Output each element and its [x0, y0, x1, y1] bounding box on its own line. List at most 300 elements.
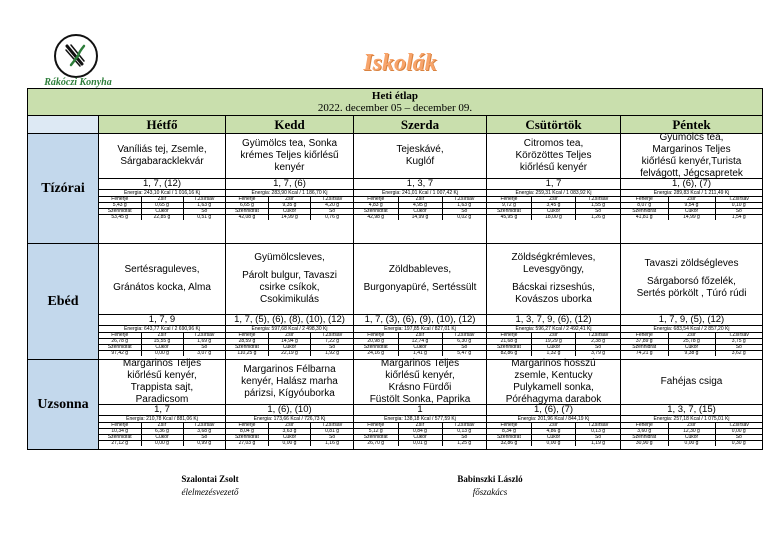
allergens: 1, 7: [99, 404, 225, 415]
signature-right: [420, 474, 560, 497]
food-line: Kuglóf: [405, 156, 435, 167]
menu-cell: [487, 134, 621, 244]
food-line: Körözöttes Teljes: [515, 150, 592, 161]
protein-label: Fehérje: [354, 197, 398, 203]
protein-label: Fehérje: [226, 333, 268, 339]
food-line: zsemle, Kentucky: [514, 370, 593, 381]
sugar-label: Cukor: [668, 345, 715, 351]
day-header: Kedd: [226, 116, 354, 134]
energy: Energia: 283,90 Kcal / 1 186,70 Kj: [226, 189, 353, 196]
allergens: 1, 3, 7, 9, (6), (12): [487, 314, 620, 325]
signature-name: Szalontai Zsolt: [181, 474, 239, 484]
food-line: Párolt bulgur, Tavaszi: [242, 270, 337, 281]
protein-label: Fehérje: [354, 333, 398, 339]
satfat-label: T.Zsírsav: [576, 197, 620, 203]
energy: Energia: 596,27 Kcal / 2 492,41 Kj: [487, 325, 620, 332]
allergens: 1, 7, (12): [99, 178, 225, 189]
food-line: Levesgyöngy,: [523, 264, 584, 275]
satfat-label: T.Zsírsav: [311, 197, 353, 203]
salt-value: 0,76 g: [311, 215, 353, 221]
satfat-value: 0,13 g: [576, 429, 620, 435]
sugar-value: 22,85 g: [141, 215, 183, 221]
sugar-value: 1,41 g: [398, 351, 442, 357]
satfat-label: T.Zsírsav: [442, 333, 486, 339]
fat-value: 12,74 g: [398, 339, 442, 345]
carb-label: Szénhidrát: [99, 209, 141, 215]
food-items: [354, 134, 486, 178]
food-line: Gyümölcsleves,: [254, 252, 325, 263]
sugar-label: Cukor: [531, 435, 575, 441]
carb-label: Szénhidrát: [621, 209, 668, 215]
salt-label: Só: [183, 209, 225, 215]
signature-left: [150, 474, 270, 497]
fat-value: 9,54 g: [668, 203, 715, 209]
salt-label: Só: [576, 345, 620, 351]
protein-value: 20,98 g: [354, 339, 398, 345]
protein-value: 5,43 g: [99, 203, 141, 209]
nutrition-table: [99, 332, 225, 356]
sugar-label: Cukor: [531, 209, 575, 215]
fat-label: Zsír: [668, 333, 715, 339]
salt-label: Só: [715, 209, 762, 215]
salt-label: Só: [311, 209, 353, 215]
fat-label: Zsír: [268, 333, 310, 339]
food-items: [226, 244, 353, 314]
salt-value: 0,02 g: [442, 215, 486, 221]
allergens: 1, (6), (7): [487, 404, 620, 415]
sugar-value: 14,99 g: [268, 215, 310, 221]
food-items: [99, 244, 225, 314]
carb-value: 53,45 g: [99, 215, 141, 221]
salt-label: Só: [311, 435, 353, 441]
protein-value: 6,65 g: [226, 203, 268, 209]
food-line: Tavaszi zöldségleves: [644, 258, 739, 269]
food-items: [487, 360, 620, 404]
fat-value: 0,84 g: [398, 429, 442, 435]
food-line: Margarinos hosszú: [511, 358, 596, 369]
sugar-label: Cukor: [531, 345, 575, 351]
signature-role: élelmezésvezető: [181, 487, 239, 497]
satfat-value: 1,63 g: [183, 203, 225, 209]
food-line: kenyér: [274, 162, 305, 173]
carb-label: Szénhidrát: [226, 345, 268, 351]
food-line: Paradicsom: [135, 394, 189, 405]
salt-label: Só: [183, 345, 225, 351]
energy: Energia: 197,85 Kcal / 827,01 Kj: [354, 325, 486, 332]
salt-label: Só: [576, 435, 620, 441]
food-line: Sertés pörkölt , Túró rúdi: [636, 288, 747, 299]
food-line: Füstölt Sonka, Paprika: [369, 394, 471, 405]
menu-cell: [99, 360, 226, 450]
fat-label: Zsír: [531, 197, 575, 203]
fat-label: Zsír: [668, 197, 715, 203]
food-items: [621, 360, 762, 404]
carb-label: Szénhidrát: [99, 345, 141, 351]
allergens: 1, 3, 7, (15): [621, 404, 762, 415]
sugar-label: Cukor: [398, 209, 442, 215]
nutrition-table: [354, 196, 486, 220]
sugar-value: 9,38 g: [668, 351, 715, 357]
protein-label: Fehérje: [621, 197, 668, 203]
food-line: Margarinos Teljes: [652, 144, 731, 155]
carb-label: Szénhidrát: [354, 209, 398, 215]
carb-value: 42,08 g: [226, 215, 268, 221]
fat-value: 14,94 g: [268, 339, 310, 345]
salt-value: 0,99 g: [183, 441, 225, 447]
nutrition-table: [226, 196, 353, 220]
carb-label: Szénhidrát: [487, 435, 531, 441]
food-line: kiőrlésű kenyér,: [127, 370, 197, 381]
protein-value: 4,83 g: [354, 203, 398, 209]
protein-value: 37,89 g: [621, 339, 668, 345]
food-line: Krásno Fürdői: [388, 382, 452, 393]
food-line: Margarinos Teljes: [122, 358, 202, 369]
fat-label: Zsír: [668, 423, 715, 429]
sugar-label: Cukor: [141, 209, 183, 215]
carb-label: Szénhidrát: [226, 435, 268, 441]
carb-value: 27,12 g: [99, 441, 141, 447]
fat-label: Zsír: [398, 423, 442, 429]
brand-logo: [30, 34, 126, 86]
carb-value: 110,25 g: [226, 351, 268, 357]
energy: Energia: 241,01 Kcal / 1 007,42 Kj: [354, 189, 486, 196]
food-items: [621, 244, 762, 314]
food-line: felvágott, Jégcsapretek: [640, 168, 743, 179]
menu-cell: [226, 360, 354, 450]
nutrition-table: [99, 196, 225, 220]
page-title: Iskolák: [363, 50, 437, 76]
energy: Energia: 597,68 Kcal / 2 498,30 Kj: [226, 325, 353, 332]
sugar-label: Cukor: [141, 435, 183, 441]
utensils-icon: [54, 34, 98, 78]
sugar-value: 0,01 g: [398, 441, 442, 447]
meal-label: Tízórai: [28, 134, 99, 244]
carb-value: 26,70 g: [354, 441, 398, 447]
food-line: Póréhagyma darabok: [505, 394, 602, 405]
energy: Energia: 173,66 Kcal / 726,73 Kj: [226, 415, 353, 422]
fat-label: Zsír: [398, 333, 442, 339]
nutrition-table: [621, 422, 762, 446]
protein-label: Fehérje: [621, 423, 668, 429]
fat-value: 4,95 g: [398, 203, 442, 209]
nutrition-table: [226, 332, 353, 356]
fat-label: Zsír: [141, 197, 183, 203]
menu-cell: [621, 244, 763, 360]
sugar-label: Cukor: [268, 345, 310, 351]
day-header: Péntek: [621, 116, 763, 134]
salt-label: Só: [442, 345, 486, 351]
protein-label: Fehérje: [487, 423, 531, 429]
fat-value: 12,30 g: [668, 429, 715, 435]
protein-label: Fehérje: [99, 197, 141, 203]
menu-cell: [99, 134, 226, 244]
salt-value: 3,07 g: [183, 351, 225, 357]
protein-label: Fehérje: [226, 197, 268, 203]
fat-value: 9,35 g: [268, 203, 310, 209]
food-line: Pulykamell sonka,: [513, 382, 594, 393]
menu-cell: [621, 134, 763, 244]
allergens: 1, 7: [487, 178, 620, 189]
salt-label: Só: [715, 345, 762, 351]
protein-value: 8,04 g: [226, 429, 268, 435]
satfat-label: T.Zsírsav: [442, 423, 486, 429]
food-items: [621, 134, 762, 178]
satfat-value: 7,22 g: [311, 339, 353, 345]
menu-cell: [226, 244, 354, 360]
food-items: [99, 360, 225, 404]
menu-cell: [621, 360, 763, 450]
nutrition-table: [99, 422, 225, 446]
food-line: csirke csíkok,: [259, 282, 320, 293]
fat-label: Zsír: [141, 423, 183, 429]
sugar-label: Cukor: [141, 345, 183, 351]
satfat-value: 0,81 g: [311, 429, 353, 435]
protein-value: 26,78 g: [99, 339, 141, 345]
meal-label: Uzsonna: [28, 360, 99, 450]
protein-label: Fehérje: [487, 333, 531, 339]
salt-value: 0,30 g: [715, 441, 762, 447]
carb-value: 74,21 g: [621, 351, 668, 357]
food-line: Csokimikulás: [260, 294, 319, 305]
salt-label: Só: [715, 435, 762, 441]
salt-value: 5,47 g: [442, 351, 486, 357]
food-line: Sárgabaracklekvár: [120, 156, 204, 167]
satfat-label: T.Zsírsav: [715, 197, 762, 203]
carb-value: 30,90 g: [621, 441, 668, 447]
salt-value: 3,79 g: [576, 351, 620, 357]
salt-label: Só: [442, 435, 486, 441]
carb-value: 82,86 g: [487, 351, 531, 357]
nutrition-table: [354, 332, 486, 356]
food-items: [99, 134, 225, 178]
protein-value: 8,07 g: [621, 203, 668, 209]
nutrition-table: [621, 196, 762, 220]
satfat-label: T.Zsírsav: [311, 423, 353, 429]
allergens: 1, 7, 9: [99, 314, 225, 325]
energy: Energia: 210,78 Kcal / 881,06 Kj: [99, 415, 225, 422]
protein-value: 10,34 g: [99, 429, 141, 435]
satfat-value: 4,20 g: [311, 203, 353, 209]
fat-label: Zsír: [531, 423, 575, 429]
fat-label: Zsír: [141, 333, 183, 339]
fat-value: 0,65 g: [141, 203, 183, 209]
salt-label: Só: [183, 435, 225, 441]
protein-label: Fehérje: [226, 423, 268, 429]
fat-value: 19,29 g: [531, 339, 575, 345]
menu-cell: [226, 134, 354, 244]
satfat-value: 2,38 g: [576, 339, 620, 345]
weekly-menu-table: [27, 88, 763, 450]
satfat-label: T.Zsírsav: [183, 197, 225, 203]
satfat-value: 0,13 g: [442, 429, 486, 435]
satfat-label: T.Zsírsav: [183, 333, 225, 339]
food-items: [487, 134, 620, 178]
sugar-value: 14,99 g: [398, 215, 442, 221]
nutrition-table: [487, 422, 620, 446]
carb-value: 24,16 g: [354, 351, 398, 357]
energy: Energia: 643,77 Kcal / 2 690,96 Kj: [99, 325, 225, 332]
food-line: Citromos tea,: [523, 138, 584, 149]
energy: Energia: 243,10 Kcal / 1 016,16 Kj: [99, 189, 225, 196]
protein-value: 8,34 g: [487, 429, 531, 435]
menu-cell: [354, 134, 487, 244]
fat-label: Zsír: [268, 423, 310, 429]
satfat-value: 1,63 g: [442, 203, 486, 209]
energy: Energia: 138,18 Kcal / 577,59 Kj: [354, 415, 486, 422]
sugar-value: 14,99 g: [668, 215, 715, 221]
food-line: Kovászos uborka: [515, 294, 592, 305]
salt-label: Só: [576, 209, 620, 215]
brand-name: Rákóczi Konyha: [44, 77, 112, 88]
salt-value: 1,92 g: [311, 351, 353, 357]
satfat-value: 0,10 g: [715, 203, 762, 209]
menu-dates: 2022. december 05 – december 09.: [317, 102, 473, 114]
protein-value: 5,12 g: [354, 429, 398, 435]
satfat-label: T.Zsírsav: [576, 333, 620, 339]
sugar-value: 18,00 g: [531, 215, 575, 221]
sugar-value: 0,00 g: [668, 441, 715, 447]
protein-label: Fehérje: [621, 333, 668, 339]
sugar-label: Cukor: [268, 209, 310, 215]
food-line: Fahéjas csiga: [660, 376, 723, 387]
satfat-value: 1,55 g: [576, 203, 620, 209]
energy: Energia: 683,54 Kcal / 2 857,20 Kj: [621, 325, 762, 332]
fat-label: Zsír: [268, 197, 310, 203]
carb-value: 27,03 g: [226, 441, 268, 447]
carb-label: Szénhidrát: [99, 435, 141, 441]
sugar-label: Cukor: [398, 435, 442, 441]
salt-label: Só: [311, 345, 353, 351]
allergens: 1, (6), (7): [621, 178, 762, 189]
food-items: [226, 360, 353, 404]
food-line: Zöldbableves,: [388, 264, 452, 275]
food-line: Sárgaborsó főzelék,: [647, 276, 736, 287]
fat-value: 3,63 g: [268, 429, 310, 435]
allergens: 1, 7, 9, (5), (12): [621, 314, 762, 325]
food-line: Gránátos kocka, Alma: [113, 282, 211, 293]
menu-cell: [354, 360, 487, 450]
food-items: [487, 244, 620, 314]
food-line: Tejeskávé,: [396, 144, 444, 155]
nutrition-table: [354, 422, 486, 446]
carb-label: Szénhidrát: [487, 345, 531, 351]
protein-value: 28,59 g: [226, 339, 268, 345]
nutrition-table: [226, 422, 353, 446]
salt-value: 1,54 g: [715, 215, 762, 221]
satfat-label: T.Zsírsav: [715, 333, 762, 339]
menu-cell: [99, 244, 226, 360]
allergens: 1, 7, (6): [226, 178, 353, 189]
sugar-value: 22,19 g: [268, 351, 310, 357]
menu-cell: [487, 360, 621, 450]
signature-role: főszakács: [472, 487, 508, 497]
day-header: Csütörtök: [487, 116, 621, 134]
food-line: kenyér, Halász marha: [241, 376, 338, 387]
carb-label: Szénhidrát: [226, 209, 268, 215]
menu-cell: [487, 244, 621, 360]
fat-value: 3,45 g: [531, 203, 575, 209]
food-items: [354, 244, 486, 314]
food-line: Bácskai rizseshús,: [512, 282, 595, 293]
food-line: Zöldségkrémleves,: [511, 252, 596, 263]
satfat-label: T.Zsírsav: [183, 423, 225, 429]
corner-cell: [28, 116, 99, 134]
menu-cell: [354, 244, 487, 360]
protein-label: Fehérje: [99, 423, 141, 429]
protein-value: 3,60 g: [621, 429, 668, 435]
menu-header: [28, 89, 763, 116]
fat-value: 4,86 g: [531, 429, 575, 435]
food-items: [354, 360, 486, 404]
sugar-label: Cukor: [398, 345, 442, 351]
protein-value: 21,68 g: [487, 339, 531, 345]
signature-name: Babinszki László: [457, 474, 523, 484]
energy: Energia: 201,96 Kcal / 844,19 Kj: [487, 415, 620, 422]
food-line: krémes Teljes kiőrlésű: [240, 150, 339, 161]
energy: Energia: 257,18 Kcal / 1 075,01 Kj: [621, 415, 762, 422]
food-line: kiőrlésű kenyér,: [385, 370, 455, 381]
satfat-label: T.Zsírsav: [576, 423, 620, 429]
nutrition-table: [487, 332, 620, 356]
satfat-value: 3,68 g: [183, 429, 225, 435]
food-line: Vaníliás tej, Zsemle,: [117, 144, 207, 155]
satfat-value: 0,00 g: [715, 429, 762, 435]
menu-title: Heti étlap: [371, 90, 419, 102]
carb-label: Szénhidrát: [621, 435, 668, 441]
sugar-value: 1,32 g: [531, 351, 575, 357]
allergens: 1, 7, (3), (6), (9), (10), (12): [354, 314, 486, 325]
sugar-label: Cukor: [668, 435, 715, 441]
satfat-value: 1,69 g: [183, 339, 225, 345]
satfat-value: 6,30 g: [442, 339, 486, 345]
food-line: Sertésraguleves,: [124, 264, 200, 275]
meal-label: Ebéd: [28, 244, 99, 360]
salt-value: 1,26 g: [576, 215, 620, 221]
allergens: 1, (6), (10): [226, 404, 353, 415]
allergens: 1, 7, (5), (6), (8), (10), (12): [226, 314, 353, 325]
carb-label: Szénhidrát: [621, 345, 668, 351]
food-line: Gyümölcs tea,: [659, 132, 724, 143]
salt-value: 1,16 g: [311, 441, 353, 447]
satfat-label: T.Zsírsav: [442, 197, 486, 203]
satfat-label: T.Zsírsav: [715, 423, 762, 429]
protein-label: Fehérje: [99, 333, 141, 339]
food-line: Margarinos Teljes: [380, 358, 460, 369]
protein-label: Fehérje: [354, 423, 398, 429]
salt-value: 0,51 g: [183, 215, 225, 221]
food-line: Margarinos Félbarna: [243, 364, 336, 375]
protein-value: 9,72 g: [487, 203, 531, 209]
carb-value: 42,98 g: [354, 215, 398, 221]
carb-label: Szénhidrát: [487, 209, 531, 215]
food-line: Burgonyapüré, Sertéssült: [363, 282, 477, 293]
salt-label: Só: [442, 209, 486, 215]
fat-label: Zsír: [531, 333, 575, 339]
protein-label: Fehérje: [487, 197, 531, 203]
nutrition-table: [621, 332, 762, 356]
sugar-label: Cukor: [668, 209, 715, 215]
nutrition-table: [487, 196, 620, 220]
fat-value: 6,36 g: [141, 429, 183, 435]
food-line: Gyümölcs tea, Sonka: [241, 138, 338, 149]
sugar-label: Cukor: [268, 435, 310, 441]
sugar-value: 0,00 g: [141, 441, 183, 447]
carb-value: 41,81 g: [621, 215, 668, 221]
food-line: Trappista sajt,: [130, 382, 194, 393]
sugar-value: 0,00 g: [531, 441, 575, 447]
food-items: [226, 134, 353, 178]
satfat-label: T.Zsírsav: [311, 333, 353, 339]
